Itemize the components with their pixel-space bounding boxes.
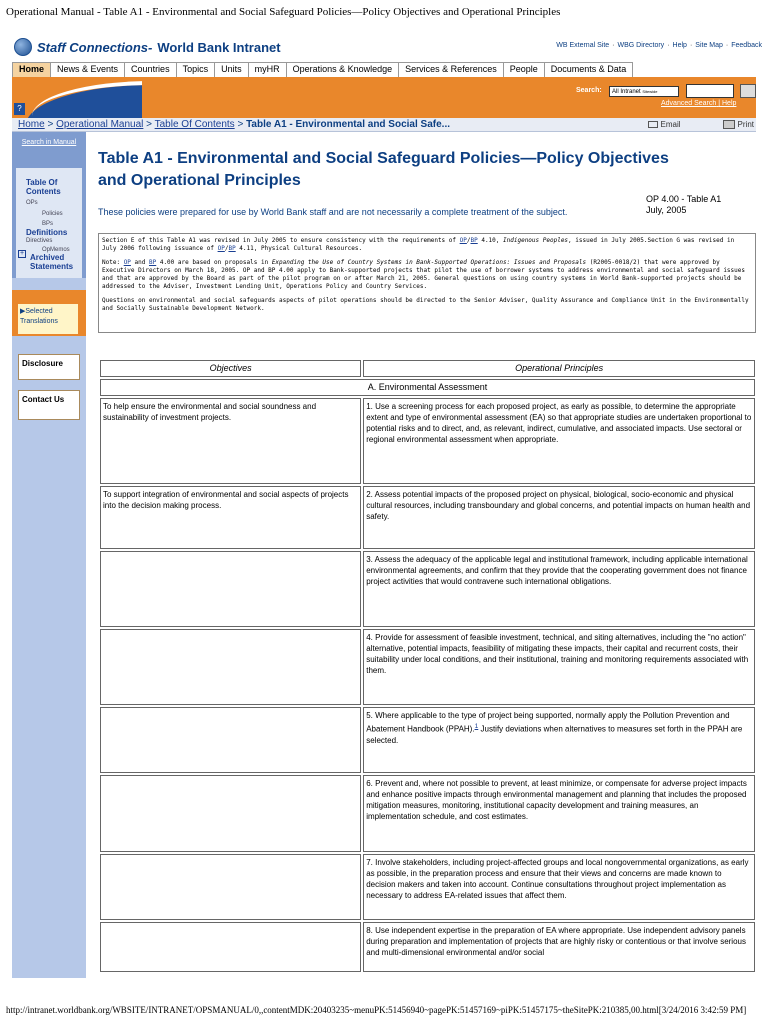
note-text: / — [224, 245, 229, 252]
breadcrumb-sep: > — [47, 119, 54, 130]
sidebar-item-bps[interactable]: BPs — [42, 221, 54, 227]
table-row — [100, 922, 755, 972]
table-row — [100, 398, 755, 484]
advanced-search-link[interactable]: Advanced Search — [661, 100, 717, 107]
left-sidebar — [12, 132, 86, 978]
disclosure-button[interactable]: Disclosure — [18, 354, 80, 380]
objective-cell — [100, 775, 361, 852]
print-footer-url: http://intranet.worldbank.org/WBSITE/INTRANET/OPSMANUAL/0,,contentMDK:20403235~menuPK:51456940~pagePK:51457169~piPK:51457175~theSitePK:210385,00.html[3/24/2016 3:42:59 PM] — [6, 1005, 747, 1015]
breadcrumb-home[interactable]: Home — [18, 119, 45, 130]
help-icon[interactable]: ? — [14, 103, 25, 115]
sidebar-item-toc[interactable]: Table Of Contents — [26, 178, 61, 196]
utility-link-sitemap[interactable]: Site Map — [695, 42, 723, 49]
principle-text: Justify deviations when alternatives to measures set forth in the PPAH are selected. — [366, 724, 743, 745]
note-text: 4.11, Physical Cultural Resources. — [235, 245, 363, 252]
note-text: and — [130, 259, 149, 266]
principles-header: Operational Principles — [363, 360, 755, 377]
objective-cell — [100, 922, 361, 972]
utility-link-external[interactable]: WB External Site — [556, 42, 610, 49]
note-text: / — [466, 237, 471, 244]
banner-swoosh — [12, 77, 142, 118]
bp-link[interactable]: BP — [228, 245, 236, 252]
questions-note-paragraph: Questions on environmental and social safeguards aspects of pilot operations should be directed to the Senior Adviser, Quality Assurance and Compliance Unit in the Environmentally and Socially Sustainable Development Network. — [102, 297, 749, 312]
expand-plus-icon[interactable]: + — [19, 250, 25, 257]
print-page-title: Operational Manual - Table A1 - Environmental and Social Safeguard Policies—Policy Objectives and Operational Principles — [6, 6, 561, 18]
op-reference — [646, 194, 721, 216]
revision-note-paragraph — [102, 237, 752, 253]
footnote-link[interactable]: 1 — [474, 723, 479, 730]
note-text: 4.10, — [477, 237, 504, 244]
principle-cell: 7. Involve stakeholders, including project-affected groups and local nongovernmental organizations, as early as possible, in the preparation process and ensure that their views and concerns are made known to decision makers and taken into account. Continue consultations throughout project implementation as necessary to address EA-related issues that affect them. — [363, 854, 755, 920]
nav-tab-documents[interactable]: Documents & Data — [544, 62, 634, 77]
sidebar-item-archived[interactable]: Archived Statements — [30, 253, 74, 271]
nav-tab-topics[interactable]: Topics — [176, 62, 216, 77]
utility-link-help[interactable]: Help — [672, 42, 687, 49]
op-date: July, 2005 — [646, 205, 687, 215]
nav-tab-services[interactable]: Services & References — [398, 62, 504, 77]
utility-sep: · — [667, 42, 670, 49]
table-row — [100, 707, 755, 773]
envelope-icon — [648, 121, 658, 128]
main-nav — [12, 62, 632, 77]
breadcrumb-toc[interactable]: Table Of Contents — [154, 119, 235, 130]
principle-cell: 1. Use a screening process for each proposed project, as early as possible, to determine the appropriate extent and type of environmental assessment (EA) so that appropriate studies are undertaken proportional to potential risks and to direct, and, as relevant, indirect, cumulative, and associated impacts. Use sectoral or regional environmental assessment when appropriate. — [363, 398, 755, 484]
nav-tab-myhr[interactable]: myHR — [248, 62, 287, 77]
objective-cell — [100, 854, 361, 920]
sidebar-item-ops[interactable]: OPs — [26, 200, 38, 206]
note-italic: Indigenous Peoples — [503, 237, 569, 244]
search-input[interactable] — [686, 84, 734, 98]
brand-subtitle: World Bank Intranet — [157, 39, 281, 55]
principle-cell: 8. Use independent expertise in the preparation of EA where appropriate. Use independent advisory panels during preparation and implementation of projects that are highly risky or contentious or that involve serious and multi-dimensional environmental and/or social — [363, 922, 755, 972]
note-text: (R2005-0018/2) that were approved by Executive Directors on March 18, 2005. OP and BP 4.00 apply to Bank-supported projects that pilot the use of borrower systems to address environmental and social safeguard issues and that are approved by the Board as part of the pilot program on or after March 21, 2005. General questions on using country systems in World Bank-supported projects should be addressed to the Adviser, Investment Lending Unit, Operations Policy and Country Services. — [102, 259, 745, 290]
utility-link-directory[interactable]: WBG Directory — [617, 42, 665, 49]
search-scope-select[interactable] — [609, 86, 679, 97]
sidebar-item-definitions[interactable]: Definitions — [26, 228, 68, 237]
breadcrumb-sep: > — [237, 119, 244, 130]
bp-link[interactable]: BP — [470, 237, 478, 244]
principle-cell: 6. Prevent and, where not possible to prevent, at least minimize, or compensate for adverse project impacts and enhance positive impacts through environmental management and planning that includes the proposed mitigation measures, monitoring, institutional capacity development and training measures, an implementation schedule, and cost estimates. — [363, 775, 755, 852]
note-text: Note: — [102, 259, 124, 266]
nav-tab-countries[interactable]: Countries — [124, 62, 177, 77]
sidebar-item-opmemos[interactable]: OpMemos — [42, 247, 70, 253]
breadcrumb-bar — [12, 118, 756, 132]
objective-cell: To support integration of environmental and social aspects of projects into the decision making process. — [100, 486, 361, 549]
table-row — [100, 551, 755, 627]
search-scope-value: All Intranet — [612, 89, 641, 95]
op-code: OP 4.00 - Table A1 — [646, 194, 722, 204]
table-row — [100, 854, 755, 920]
note-text: Section E of this Table A1 was revised in July 2005 to ensure consistency with the requirements of — [102, 237, 460, 244]
objective-cell — [100, 707, 361, 773]
nav-tab-operations[interactable]: Operations & Knowledge — [286, 62, 400, 77]
utility-link-feedback[interactable]: Feedback — [731, 42, 762, 49]
utility-sep: · — [612, 42, 615, 49]
selected-translations-link[interactable]: ▶Selected Translations — [18, 304, 78, 334]
breadcrumb-sep: > — [146, 119, 152, 130]
principle-cell — [363, 707, 755, 773]
table-row — [100, 775, 755, 852]
principle-cell: 4. Provide for assessment of feasible investment, technical, and siting alternatives, including the "no action" alternative, potential impacts, feasibility of mitigating these impacts, their capital and recurrent costs, their suitability under local conditions, and their institutional, training and monitoring requirements associated with them. — [363, 629, 755, 705]
principle-cell: 3. Assess the adequacy of the applicable legal and institutional framework, including applicable international environmental agreements, and confirm that they provide that the cooperating government does not finance project activities that would contravene such international obligations. — [363, 551, 755, 627]
principle-cell: 2. Assess potential impacts of the proposed project on physical, biological, socio-economic and physical cultural resources, including transboundary and global concerns, and potential impacts on human health and safety. — [363, 486, 755, 549]
site-brand[interactable] — [14, 38, 281, 56]
print-button[interactable] — [723, 120, 754, 129]
nav-tab-people[interactable]: People — [503, 62, 545, 77]
search-in-manual-link[interactable]: Search in Manual — [21, 139, 77, 146]
email-button[interactable] — [648, 120, 681, 129]
search-scope-tag: Sitewide — [642, 89, 658, 94]
objectives-header: Objectives — [100, 360, 361, 377]
search-links-sep: | — [718, 100, 721, 107]
section-a-title: A. Environmental Assessment — [100, 379, 755, 396]
note-text: 4.00 are based on proposals in — [156, 259, 272, 266]
page-title: Table A1 - Environmental and Social Safeguard Policies—Policy Objectives and Operational Principles — [98, 150, 669, 189]
nav-tab-news[interactable]: News & Events — [50, 62, 125, 77]
breadcrumb-current: Table A1 - Environmental and Social Safe... — [246, 119, 451, 130]
op-link[interactable]: OP — [217, 245, 225, 252]
section-row — [100, 379, 755, 396]
op-link[interactable]: OP — [123, 259, 131, 266]
utility-sep: · — [725, 42, 729, 49]
breadcrumb-operational-manual[interactable]: Operational Manual — [56, 119, 144, 130]
search-links — [661, 100, 736, 107]
note-text: , issued in July 2005.Section G was revised in July 2006 following issuance of — [102, 237, 735, 252]
table-row — [100, 486, 755, 549]
objective-cell: To help ensure the environmental and social soundness and sustainability of investment projects. — [100, 398, 361, 484]
table-header-row — [100, 360, 755, 377]
approval-note-paragraph — [102, 259, 752, 291]
note-italic: Expanding the Use of Country Systems in Bank-Supported Operations: Issues and Proposals — [271, 259, 587, 266]
page-actions — [648, 120, 754, 129]
principle-text: 5. Where applicable to the type of project being supported, normally apply the Pollution Prevention and Abatement Handbook (PPAH). — [366, 711, 730, 734]
search-help-link[interactable]: Help — [722, 100, 737, 107]
op-link[interactable]: OP — [459, 237, 467, 244]
utility-sep: · — [689, 42, 693, 49]
globe-logo-icon — [14, 38, 32, 56]
objective-cell — [100, 629, 361, 705]
intro-disclaimer: These policies were prepared for use by World Bank staff and are not necessarily a complete treatment of the subject. — [98, 207, 568, 217]
nav-tab-units[interactable]: Units — [214, 62, 249, 77]
search-label: Search: — [576, 87, 602, 94]
print-label: Print — [737, 120, 754, 129]
breadcrumb — [18, 119, 450, 130]
revision-note-box — [98, 233, 756, 333]
contact-us-button[interactable]: Contact Us — [18, 390, 80, 420]
printer-icon — [723, 120, 735, 129]
sidebar-item-directives[interactable]: Directives — [26, 238, 53, 244]
search-button[interactable] — [740, 84, 756, 98]
nav-tab-home[interactable]: Home — [12, 62, 51, 77]
objective-cell — [100, 551, 361, 627]
policy-table — [98, 358, 757, 974]
translations-panel — [12, 290, 86, 336]
utility-links — [556, 42, 762, 49]
table-row — [100, 629, 755, 705]
bp-link[interactable]: BP — [148, 259, 157, 266]
brand-name: Staff Connections- — [37, 39, 153, 55]
sidebar-item-policies[interactable]: Policies — [42, 211, 63, 217]
email-label: Email — [660, 120, 681, 129]
